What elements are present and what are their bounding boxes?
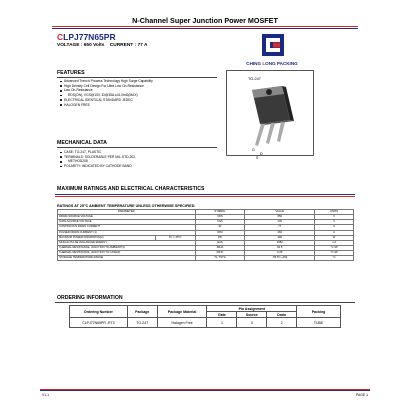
ratings-heading: MAXIMUM RATINGS AND ELECTRICAL CHARACTERISTICS <box>57 186 205 192</box>
features-rule <box>57 77 217 78</box>
col-drain: Drain <box>267 312 297 318</box>
param-cell: GATE-SOURCE VOLTAGE <box>58 220 196 225</box>
col-package-material: Package Material <box>157 306 207 318</box>
features-heading: FEATURES <box>57 70 85 76</box>
col-gate: Gate <box>207 312 237 318</box>
col-source: Source <box>237 312 267 318</box>
table-row <box>70 318 341 328</box>
ordering-drain: 2 <box>267 318 297 328</box>
part-number <box>57 32 116 42</box>
unit-cell: A <box>315 225 354 230</box>
col-package: Package <box>127 306 157 318</box>
symbol-cell: RθJC <box>195 251 245 256</box>
unit-cell: °C <box>315 256 354 261</box>
footer-version: V1.1 <box>42 393 49 397</box>
ordering-table <box>69 305 341 328</box>
features-list <box>60 79 153 107</box>
col-ordering-number: Ordering Number <box>70 306 128 318</box>
part-number-prefix: C <box>57 32 64 42</box>
company-name-l: L <box>262 61 266 66</box>
feature-item: Advanced Trench Process Technology High Surge Capability <box>60 79 153 84</box>
unit-cell: °C /W <box>315 251 354 256</box>
doc-title: N-Channel Super Junction Power MOSFET <box>132 16 278 25</box>
unit-cell: A <box>315 230 354 235</box>
col-packing: Packing <box>297 306 341 318</box>
company-name-part2: ONG PACKING <box>265 61 298 66</box>
symbol-cell: ID <box>195 225 245 230</box>
part-number-rest: LPJ77N65PR <box>63 32 116 42</box>
mechanical-list <box>60 150 136 169</box>
feature-item: HALOGEN FREE <box>60 103 153 108</box>
pin-label-s: S <box>256 156 259 160</box>
ratings-table <box>57 209 354 261</box>
param-cell: THERMAL RESISTANCE, JUNCTION TO AMBIENT(3) <box>58 245 196 250</box>
company-name <box>232 61 312 66</box>
col-value: VALUE <box>245 210 315 215</box>
ratings-condition: RATINGS AT 25°C AMBIENT TEMPERATURE UNLESS OTHERWISE SPECIFIED. <box>57 204 196 208</box>
value-cell: 490 <box>245 235 315 240</box>
feature-item: Low On-Resistance <box>60 88 153 93</box>
value-cell: ±30 <box>245 220 315 225</box>
unit-cell: W <box>315 235 354 240</box>
param-cell: STORAGE TEMPERATURE RANGE <box>58 256 196 261</box>
symbol-cell: VDS <box>195 215 245 220</box>
feature-item: RDS(ON), VGS@10V, ID@35A ≤41.0mΩ(MAX) <box>60 93 153 98</box>
ordering-package: TO-247 <box>127 318 157 328</box>
voltage-current: VOLTAGE : 650 Volts CURRENT : 77 A <box>57 43 148 48</box>
mechanical-heading: MECHANICAL DATA <box>57 140 107 146</box>
ordering-packing: TUBE <box>297 318 341 328</box>
value-cell: 77 <box>245 225 315 230</box>
mechanical-item: POLARITY: INDICATED BY CATHODE BAND <box>60 164 136 169</box>
param-cell: SINGLE PULSE AVALANCHE ENERGY <box>58 240 196 245</box>
mechanical-item: TERMINALS: SOLDERABLE PER MIL-STD-202, <box>60 155 136 160</box>
value-cell: 1950 <box>245 240 315 245</box>
param-cell: CONTINUOUS DRAIN CURRENT <box>58 225 196 230</box>
feature-item: High Density Cell Design For Ultra Low On-Resistance <box>60 84 153 89</box>
to247-package-image <box>238 84 304 150</box>
pin-label-g: G <box>252 148 255 152</box>
col-symbol: SYMBOL <box>195 210 245 215</box>
pin-label-d: D <box>260 152 263 156</box>
param-cell: DRAIN-SOURCE VOLTAGE <box>58 215 196 220</box>
col-parameter: PARAMETER <box>58 210 196 215</box>
ratings-rule-secondary <box>55 196 355 197</box>
cond-cell: TC = 25°C <box>155 235 195 240</box>
col-pin-assignment: Pin Assignment <box>207 306 297 312</box>
param-cell: MAXIMUM POWER DISSIPATION(2) <box>58 235 156 240</box>
company-logo-icon <box>262 34 284 56</box>
unit-cell: V <box>315 215 354 220</box>
param-cell: THERMAL RESISTANCE, JUNCTION TO CASE(3) <box>58 251 196 256</box>
param-cell: PULSED DRAIN CURRENT (1) <box>58 230 196 235</box>
ordering-heading: ORDERING INFORMATION <box>57 295 123 301</box>
footer-rule-secondary <box>40 390 370 391</box>
value-cell: 650 <box>245 215 315 220</box>
symbol-cell: VGS <box>195 220 245 225</box>
symbol-cell: TJ, TSTG <box>195 256 245 261</box>
table-row <box>58 256 354 261</box>
ordering-source: 3 <box>237 318 267 328</box>
unit-cell: °C /W <box>315 245 354 250</box>
symbol-cell: IDM <box>195 230 245 235</box>
value-cell: 0.25 <box>245 251 315 256</box>
feature-item: ELECTRICAL IDENTICAL STANDARD JEDEC <box>60 98 153 103</box>
mechanical-item: CASE: TO-247, PLASTIC <box>60 150 136 155</box>
ordering-material: Halogen Free <box>157 318 207 328</box>
value-cell: 260 <box>245 230 315 235</box>
symbol-cell: PD <box>195 235 245 240</box>
col-units: UNITS <box>315 210 354 215</box>
company-name-part1: CHING <box>246 61 263 66</box>
symbol-cell: RθJA <box>195 245 245 250</box>
unit-cell: mJ <box>315 240 354 245</box>
ordering-gate: 1 <box>207 318 237 328</box>
value-cell: 62.5 <box>245 245 315 250</box>
ordering-rule <box>55 302 355 303</box>
mechanical-item: METHOD208 <box>60 159 136 164</box>
symbol-cell: EAS <box>195 240 245 245</box>
ordering-header-row <box>70 306 341 312</box>
package-name: TO-247 <box>248 77 261 81</box>
footer-page: PAGE 1 <box>356 393 368 397</box>
value-cell: -55 TO +150 <box>245 256 315 261</box>
ordering-number: CLPJ77N65PR -RT3 <box>70 318 128 328</box>
unit-cell: V <box>315 220 354 225</box>
title-rule-secondary <box>52 28 358 29</box>
mechanical-rule <box>57 147 217 148</box>
